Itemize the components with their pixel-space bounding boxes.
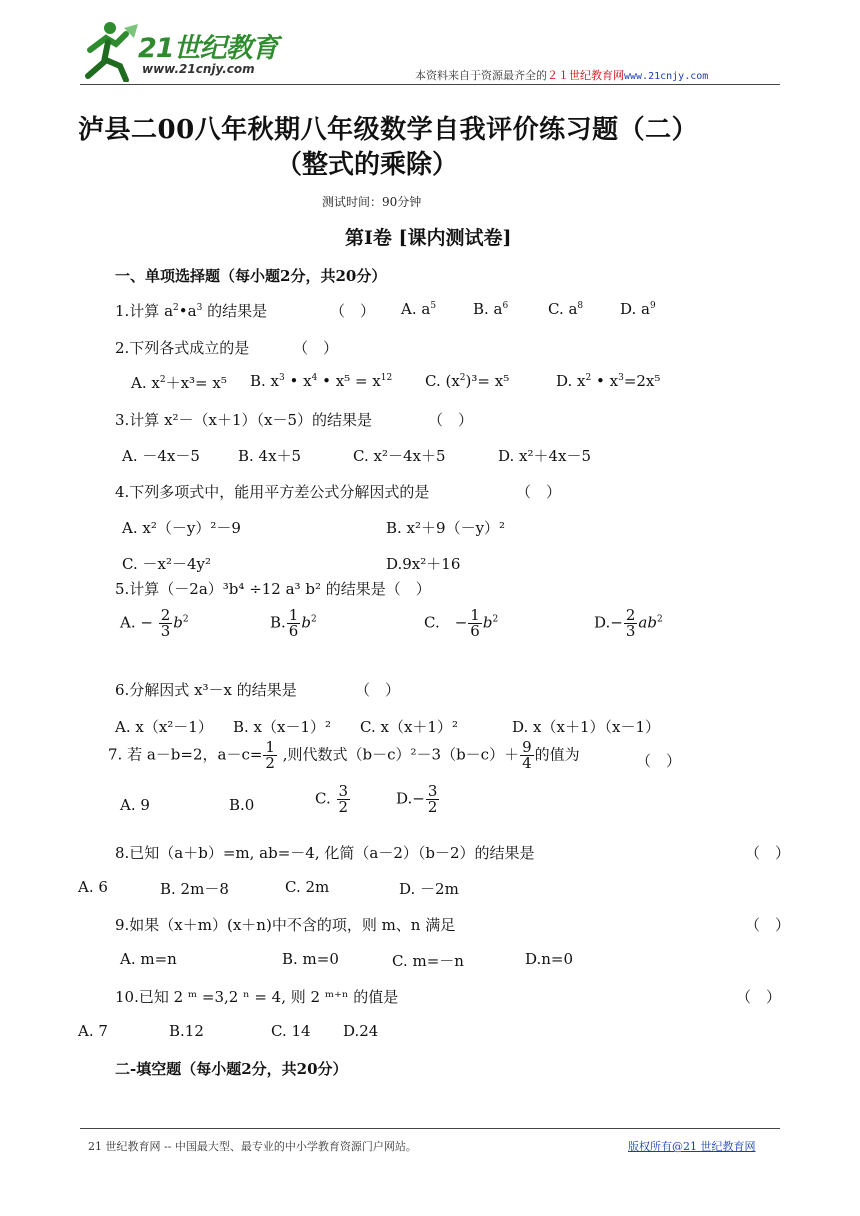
site-logo bbox=[80, 20, 310, 82]
q4-option-a: A. x²（－y）²－9 bbox=[122, 519, 241, 537]
q9-option-b: B. m=0 bbox=[282, 950, 339, 968]
section1-heading: 一、单项选择题（每小题2分，共20分） bbox=[115, 267, 387, 285]
q8-stem: 8.已知（a＋b）=m, ab=－4, 化简（a－2）（b－2）的结果是 bbox=[115, 844, 535, 862]
q10-option-a: A. 7 bbox=[78, 1022, 108, 1040]
q5-option-d: D.− $\frac{2}{3}$ $ab^2$ bbox=[594, 606, 663, 640]
q2-option-c: C. $(x^2)^3= x^5$ bbox=[425, 372, 510, 390]
q8-option-b: B. 2m－8 bbox=[160, 880, 229, 898]
q2-option-d: D. $x^2$ • $x^3=2x^5$ bbox=[556, 372, 661, 390]
q3-option-d: D. x²＋4x－5 bbox=[498, 447, 592, 465]
q1-option-c: C. $a^8$ bbox=[548, 300, 584, 318]
q6-option-d: D. x（x＋1）（x－1） bbox=[512, 718, 660, 736]
footer-divider bbox=[80, 1128, 780, 1129]
q7-option-c: C. $\frac{3}{2}$ bbox=[315, 782, 349, 816]
q9-option-d: D.n=0 bbox=[525, 950, 574, 968]
q5-option-a: A. − $\frac{2}{3}$ $b^2$ bbox=[120, 606, 189, 640]
q6-option-b: B. x（x－1）² bbox=[233, 718, 332, 736]
q10-option-c: C. 14 bbox=[271, 1022, 311, 1040]
q4-answer-blank: （ ） bbox=[516, 483, 562, 501]
q9-answer-blank: （ ） bbox=[745, 916, 791, 934]
footer-tagline: 21 世纪教育网 -- 中国最大型、最专业的中小学教育资源门户网站。 bbox=[88, 1140, 417, 1153]
q10-option-d: D.24 bbox=[343, 1022, 379, 1040]
q1-option-d: D. $a^9$ bbox=[620, 300, 656, 318]
header-note-site: ２１世纪教育网 bbox=[547, 69, 624, 82]
header-divider bbox=[80, 84, 780, 85]
volume-heading: 第Ⅰ卷 [课内测试卷] bbox=[345, 227, 512, 249]
q10-option-b: B.12 bbox=[169, 1022, 204, 1040]
q1-stem: 1.计算 $a^2•a^3$ 的结果是 bbox=[115, 302, 268, 320]
q10-stem: 10.已知 2 ᵐ =3,2 ⁿ = 4, 则 2 ᵐ⁺ⁿ 的值是 bbox=[115, 988, 399, 1006]
q9-option-a: A. m=n bbox=[120, 950, 177, 968]
q8-option-d: D. －2m bbox=[399, 880, 459, 898]
q7-option-d: D.− $\frac{3}{2}$ bbox=[396, 782, 438, 816]
q7-answer-blank: （ ） bbox=[636, 752, 682, 770]
logo-brand-text: 21世纪教育 bbox=[138, 33, 278, 64]
q8-option-c: C. 2m bbox=[285, 878, 330, 896]
q10-answer-blank: （ ） bbox=[736, 988, 782, 1006]
q6-stem: 6.分解因式 x³－x 的结果是 bbox=[115, 681, 297, 699]
q9-stem: 9.如果（x＋m）(x＋n)中不含的项，则 m、n 满足 bbox=[115, 916, 456, 934]
q8-answer-blank: （ ） bbox=[745, 844, 791, 862]
q4-stem: 4.下列多项式中，能用平方差公式分解因式的是 bbox=[115, 483, 430, 501]
header-note bbox=[415, 67, 708, 83]
header-note-prefix: 本资料来自于资源最齐全的 bbox=[415, 69, 547, 82]
q3-stem: 3.计算 x²－（x＋1）（x－5）的结果是 bbox=[115, 411, 373, 429]
q3-option-b: B. 4x＋5 bbox=[238, 447, 302, 465]
q4-option-b: B. x²＋9（－y）² bbox=[386, 519, 506, 537]
section2-heading: 二-填空题（每小题2分，共20分） bbox=[115, 1060, 348, 1078]
q5-stem: 5.计算（－2a）³b⁴ ÷12 a³ b² 的结果是（ ） bbox=[115, 580, 431, 598]
q3-option-a: A. －4x－5 bbox=[122, 447, 200, 465]
q5-option-b: B. $\frac{1}{6}$ $b^2$ bbox=[270, 606, 317, 640]
q4-option-c: C. －x²－4y² bbox=[122, 555, 211, 573]
q6-option-a: A. x（x²－1） bbox=[115, 718, 213, 736]
q2-option-b: B. $x^3$ • $x^4$ • $x^5 = x^{12}$ bbox=[250, 372, 393, 390]
runner-logo-icon bbox=[80, 20, 140, 82]
footer-copyright-link[interactable]: 版权所有@21 世纪教育网 bbox=[628, 1140, 756, 1153]
q5-option-c: C. − $\frac{1}{6}$ $b^2$ bbox=[424, 606, 499, 640]
page-title: 泸县二00八年秋期八年级数学自我评价练习题（二） bbox=[78, 115, 699, 145]
q6-answer-blank: （ ） bbox=[355, 681, 401, 699]
q9-option-c: C. m=－n bbox=[392, 952, 464, 970]
q7-option-a: A. 9 bbox=[120, 796, 150, 814]
q7-stem: 7. 若 a－b=2，a－c= $\frac{1}{2}$ ,则代数式（b－c）²－3（b－c）＋ $\frac{9}{4}$ 的值为 bbox=[108, 738, 580, 772]
test-duration: 测试时间：90分钟 bbox=[322, 195, 422, 209]
q4-option-d: D.9x²＋16 bbox=[386, 555, 461, 573]
q2-option-a: A. $x^2+x^3= x^5$ bbox=[131, 374, 227, 392]
q8-option-a: A. 6 bbox=[78, 878, 108, 896]
q1-option-a: A. $a^5$ bbox=[401, 300, 437, 318]
q3-option-c: C. x²－4x＋5 bbox=[353, 447, 446, 465]
logo-url-text: www.21cnjy.com bbox=[142, 62, 255, 76]
page-subtitle: （整式的乘除） bbox=[276, 150, 459, 180]
q7-option-b: B.0 bbox=[229, 796, 255, 814]
q2-answer-blank: （ ） bbox=[293, 339, 339, 357]
q6-option-c: C. x（x＋1）² bbox=[360, 718, 458, 736]
q2-stem: 2.下列各式成立的是 bbox=[115, 339, 250, 357]
q1-answer-blank: （ ） bbox=[330, 302, 376, 320]
q3-answer-blank: （ ） bbox=[428, 411, 474, 429]
q1-option-b: B. $a^6$ bbox=[473, 300, 509, 318]
header-note-url[interactable]: www.21cnjy.com bbox=[624, 71, 709, 82]
